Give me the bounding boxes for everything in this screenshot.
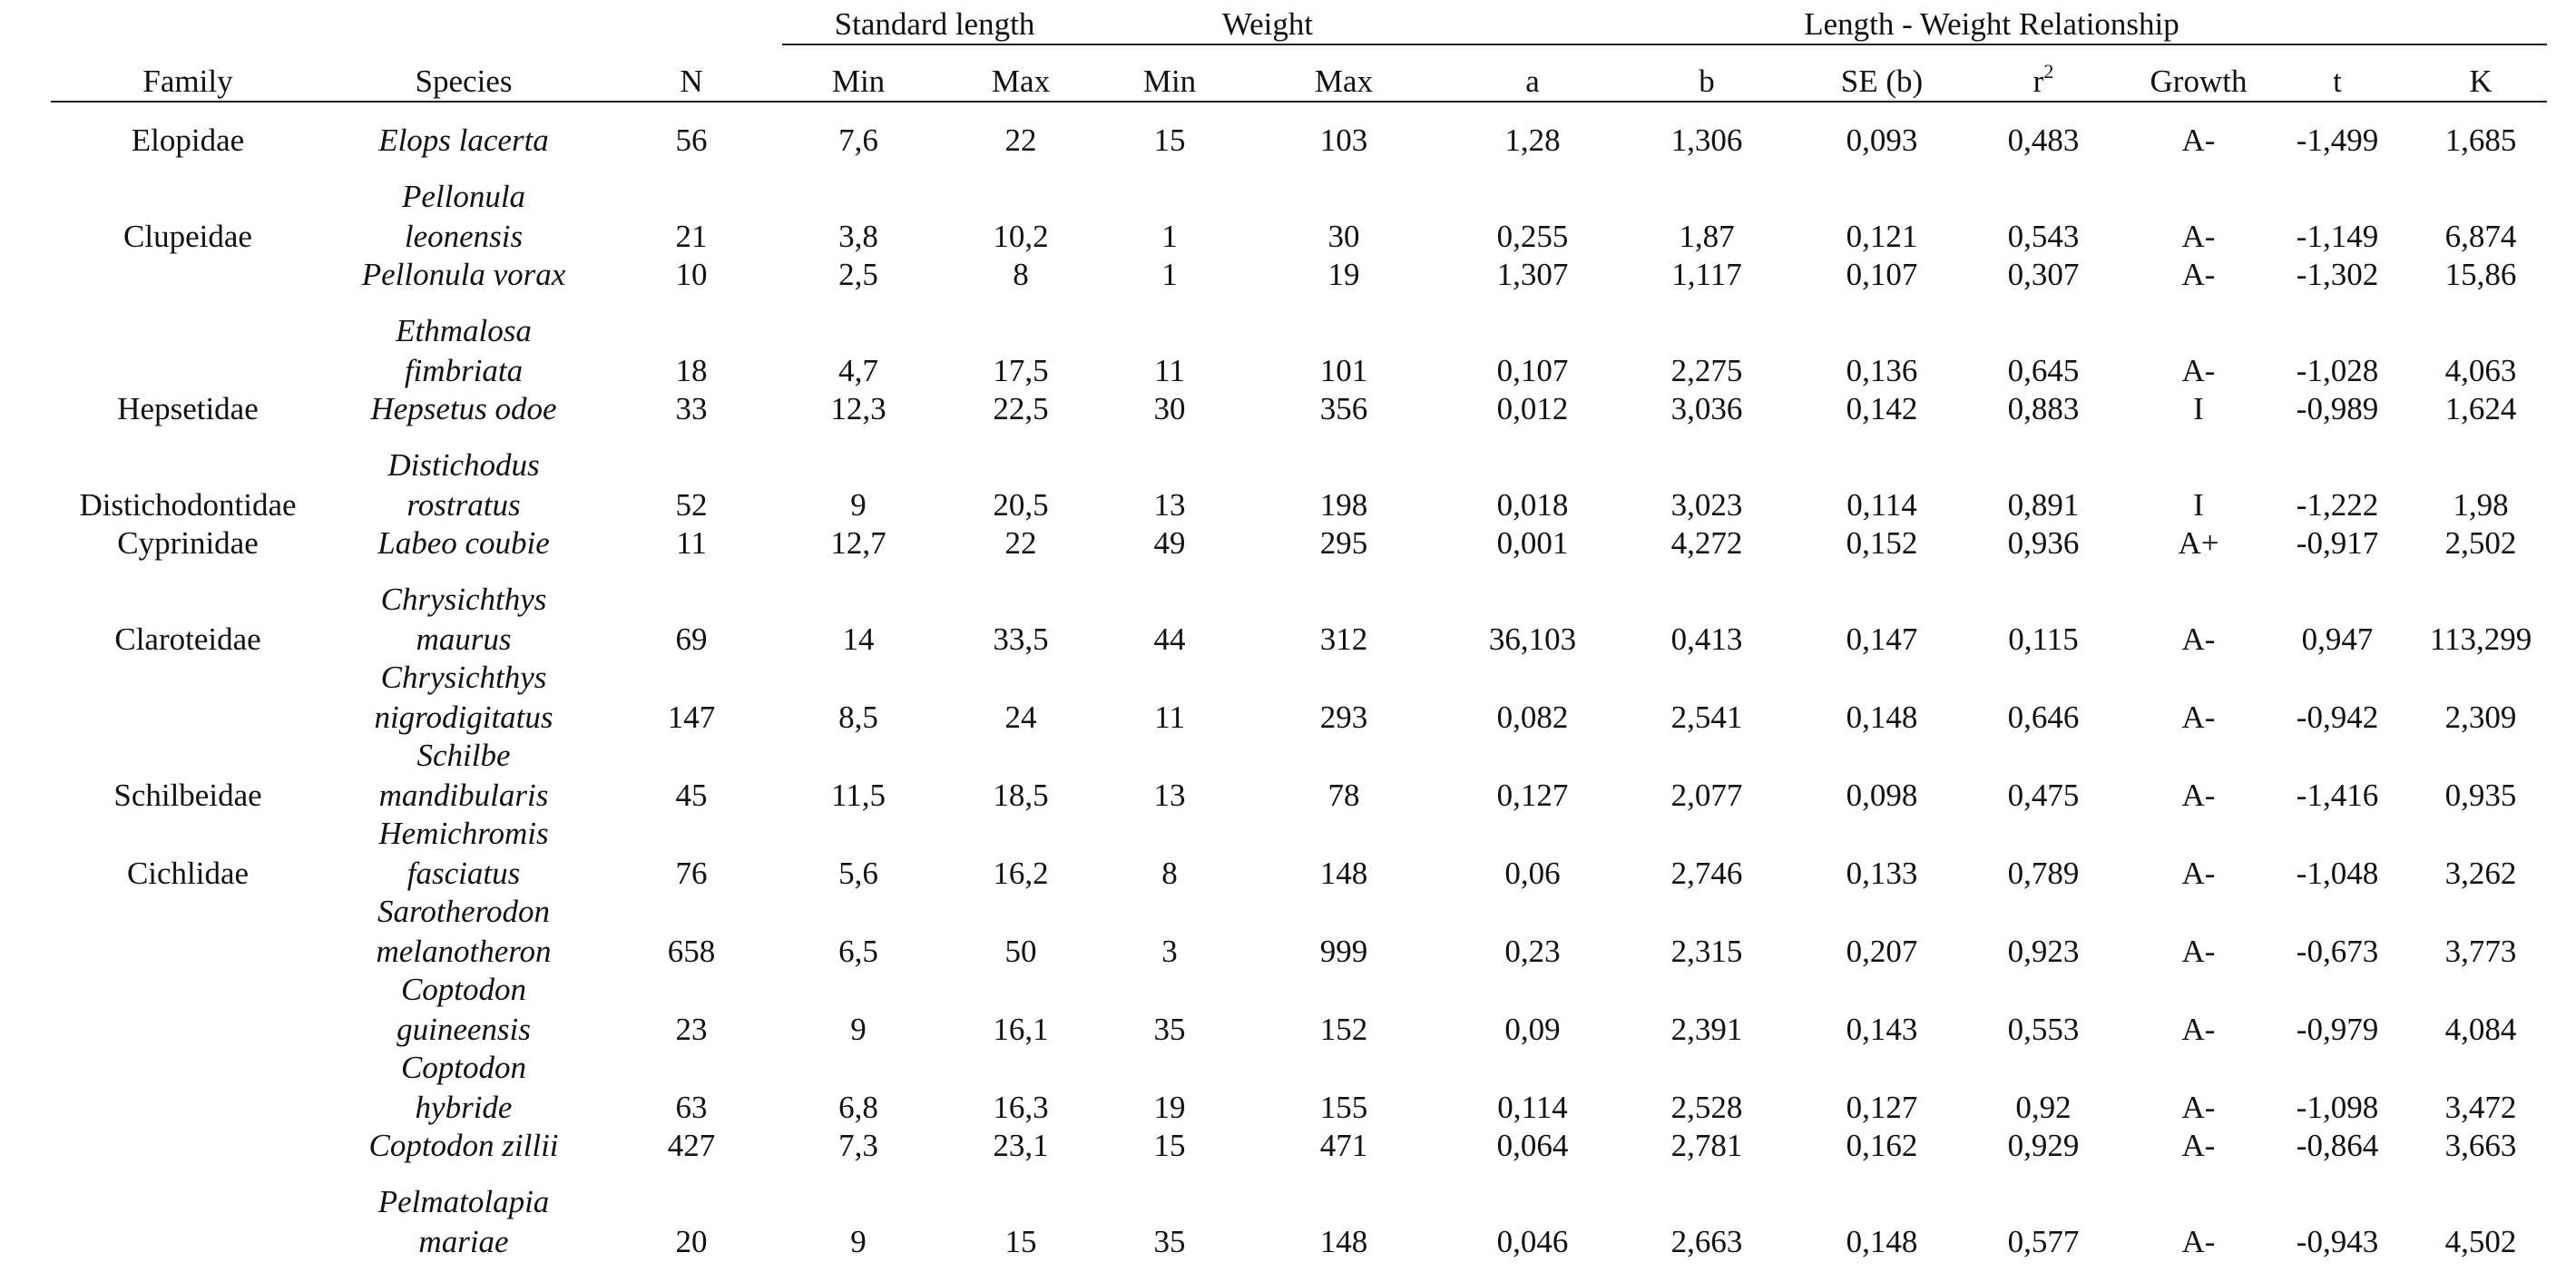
cell-sl-min: 12,3 — [830, 391, 886, 426]
cell-growth: A- — [2181, 1090, 2216, 1125]
cell-b: 2,528 — [1670, 1090, 1743, 1125]
cell-family: Hepsetidae — [117, 391, 259, 426]
col-header-sl-max: Max — [991, 64, 1051, 99]
cell-w-max: 19 — [1327, 257, 1360, 292]
cell-species: nigrodigitatus — [374, 700, 553, 735]
cell-species: Chrysichthys — [380, 660, 547, 695]
cell-species: maurus — [416, 621, 512, 657]
cell-k: 113,299 — [2429, 621, 2532, 657]
cell-species: Pelmatolapia — [377, 1184, 550, 1219]
col-header-se-b: SE (b) — [1840, 64, 1924, 99]
cell-k: 3,663 — [2444, 1128, 2517, 1163]
cell-a: 0,001 — [1496, 525, 1569, 561]
cell-w-max: 103 — [1319, 122, 1368, 158]
cell-se-b: 0,207 — [1846, 934, 1918, 969]
cell-w-max: 101 — [1319, 353, 1368, 388]
cell-t: -0,943 — [2296, 1224, 2379, 1259]
cell-r2: 0,553 — [2007, 1012, 2080, 1047]
cell-w-min: 44 — [1153, 621, 1186, 657]
cell-b: 1,306 — [1670, 122, 1743, 158]
cell-n: 33 — [675, 391, 708, 426]
cell-t: -1,302 — [2296, 257, 2379, 292]
cell-r2: 0,483 — [2007, 122, 2080, 158]
cell-w-max: 148 — [1319, 1224, 1368, 1259]
cell-r2: 0,891 — [2007, 487, 2080, 523]
cell-species: Elops lacerta — [378, 122, 549, 158]
cell-w-max: 471 — [1319, 1128, 1368, 1163]
cell-sl-min: 7,6 — [838, 122, 878, 158]
cell-w-min: 13 — [1153, 487, 1186, 523]
cell-n: 21 — [675, 219, 708, 254]
cell-b: 2,275 — [1670, 353, 1743, 388]
cell-species: Hepsetus odoe — [370, 391, 557, 426]
cell-sl-min: 11,5 — [831, 778, 886, 813]
cell-growth: I — [2193, 391, 2204, 426]
cell-n: 76 — [675, 856, 708, 891]
cell-n: 20 — [675, 1224, 708, 1259]
cell-w-min: 35 — [1153, 1224, 1186, 1259]
cell-family: Cyprinidae — [117, 525, 259, 561]
cell-a: 36,103 — [1488, 621, 1577, 657]
cell-a: 0,09 — [1504, 1012, 1561, 1047]
r2-superscript: 2 — [2043, 60, 2054, 83]
cell-sl-max: 22,5 — [993, 391, 1049, 426]
cell-species: fimbriata — [404, 353, 524, 388]
cell-r2: 0,92 — [2015, 1090, 2072, 1125]
cell-b: 2,391 — [1670, 1012, 1743, 1047]
cell-w-min: 30 — [1153, 391, 1186, 426]
col-header-k: K — [2469, 64, 2493, 99]
cell-b: 2,663 — [1670, 1224, 1743, 1259]
cell-species: rostratus — [406, 487, 521, 523]
cell-w-max: 30 — [1327, 219, 1360, 254]
cell-w-min: 19 — [1153, 1090, 1186, 1125]
cell-a: 0,082 — [1496, 700, 1569, 735]
cell-n: 52 — [675, 487, 708, 523]
cell-r2: 0,307 — [2007, 257, 2080, 292]
col-header-t: t — [2333, 64, 2342, 99]
cell-t: -1,028 — [2296, 353, 2379, 388]
cell-k: 3,472 — [2444, 1090, 2517, 1125]
cell-r2: 0,646 — [2007, 700, 2080, 735]
cell-w-max: 293 — [1319, 700, 1368, 735]
cell-w-min: 11 — [1154, 700, 1185, 735]
cell-n: 427 — [667, 1128, 716, 1163]
cell-se-b: 0,114 — [1846, 487, 1917, 523]
cell-k: 1,624 — [2444, 391, 2517, 426]
cell-sl-min: 9 — [850, 1224, 867, 1259]
cell-w-max: 999 — [1319, 934, 1368, 969]
cell-r2: 0,923 — [2007, 934, 2080, 969]
cell-n: 11 — [676, 525, 707, 561]
cell-a: 0,064 — [1496, 1128, 1569, 1163]
cell-r2: 0,936 — [2007, 525, 2080, 561]
col-header-sl-min: Min — [831, 64, 886, 99]
cell-a: 0,23 — [1504, 934, 1561, 969]
cell-sl-min: 12,7 — [830, 525, 886, 561]
cell-sl-max: 17,5 — [993, 353, 1049, 388]
cell-t: -1,098 — [2296, 1090, 2379, 1125]
cell-w-min: 49 — [1153, 525, 1186, 561]
group-header-weight: Weight — [1221, 6, 1314, 42]
cell-b: 2,746 — [1670, 856, 1743, 891]
cell-r2: 0,789 — [2007, 856, 2080, 891]
cell-w-min: 15 — [1153, 1128, 1186, 1163]
cell-n: 63 — [675, 1090, 708, 1125]
col-header-w-max: Max — [1314, 64, 1374, 99]
cell-w-min: 15 — [1153, 122, 1186, 158]
cell-sl-min: 6,8 — [838, 1090, 878, 1125]
cell-sl-max: 16,1 — [993, 1012, 1049, 1047]
cell-growth: A- — [2181, 122, 2216, 158]
cell-r2: 0,577 — [2007, 1224, 2080, 1259]
cell-se-b: 0,133 — [1846, 856, 1918, 891]
cell-species: Chrysichthys — [380, 582, 547, 617]
cell-sl-min: 5,6 — [838, 856, 878, 891]
cell-sl-min: 4,7 — [838, 353, 878, 388]
cell-r2: 0,645 — [2007, 353, 2080, 388]
cell-t: -1,416 — [2296, 778, 2379, 813]
cell-species: leonensis — [404, 219, 524, 254]
cell-a: 0,114 — [1497, 1090, 1568, 1125]
column-header-rule — [51, 101, 2547, 103]
cell-b: 2,781 — [1670, 1128, 1743, 1163]
cell-growth: I — [2193, 487, 2204, 523]
cell-w-min: 1 — [1161, 257, 1178, 292]
cell-species: Sarotherodon — [377, 894, 550, 929]
cell-a: 0,012 — [1496, 391, 1569, 426]
cell-t: -1,149 — [2296, 219, 2379, 254]
cell-sl-min: 9 — [850, 1012, 867, 1047]
cell-n: 45 — [675, 778, 708, 813]
cell-growth: A- — [2181, 1224, 2216, 1259]
cell-species: Ethmalosa — [396, 313, 532, 348]
cell-species: Pellonula — [401, 179, 526, 214]
cell-se-b: 0,143 — [1846, 1012, 1918, 1047]
cell-sl-min: 9 — [850, 487, 867, 523]
cell-k: 3,773 — [2444, 934, 2517, 969]
cell-n: 56 — [675, 122, 708, 158]
cell-growth: A- — [2181, 257, 2216, 292]
cell-sl-max: 18,5 — [993, 778, 1049, 813]
r2-base: r — [2032, 64, 2044, 99]
cell-w-max: 152 — [1319, 1012, 1368, 1047]
cell-sl-min: 14 — [842, 621, 875, 657]
cell-se-b: 0,152 — [1846, 525, 1918, 561]
cell-se-b: 0,147 — [1846, 621, 1918, 657]
cell-species: Coptodon zillii — [368, 1128, 559, 1163]
cell-species: mariae — [418, 1224, 509, 1259]
cell-w-max: 148 — [1319, 856, 1368, 891]
cell-sl-max: 10,2 — [993, 219, 1049, 254]
cell-n: 10 — [675, 257, 708, 292]
cell-k: 2,309 — [2444, 700, 2517, 735]
cell-se-b: 0,148 — [1846, 1224, 1918, 1259]
cell-species: guineensis — [397, 1012, 531, 1047]
cell-t: -1,499 — [2296, 122, 2379, 158]
cell-species: Coptodon — [400, 1050, 527, 1085]
cell-w-min: 1 — [1161, 219, 1178, 254]
cell-growth: A- — [2181, 1012, 2216, 1047]
cell-se-b: 0,107 — [1846, 257, 1918, 292]
cell-sl-min: 6,5 — [838, 934, 878, 969]
cell-family: Elopidae — [131, 122, 245, 158]
col-header-w-min: Min — [1142, 64, 1197, 99]
cell-b: 0,413 — [1670, 621, 1743, 657]
cell-sl-min: 2,5 — [838, 257, 878, 292]
cell-species: mandibularis — [378, 778, 549, 813]
cell-species: Coptodon — [400, 972, 527, 1007]
cell-w-min: 35 — [1153, 1012, 1186, 1047]
group-header-rule — [782, 44, 2547, 45]
col-header-b: b — [1699, 64, 1715, 99]
cell-sl-max: 22 — [1004, 525, 1037, 561]
col-header-species: Species — [415, 64, 513, 99]
cell-a: 0,06 — [1504, 856, 1561, 891]
cell-r2: 0,475 — [2007, 778, 2080, 813]
cell-t: -1,048 — [2296, 856, 2379, 891]
cell-a: 0,127 — [1496, 778, 1569, 813]
col-header-n: N — [680, 64, 703, 99]
col-header-a: a — [1525, 64, 1540, 99]
cell-t: -0,917 — [2296, 525, 2379, 561]
cell-n: 18 — [675, 353, 708, 388]
cell-w-max: 78 — [1327, 778, 1360, 813]
cell-a: 0,107 — [1496, 353, 1569, 388]
cell-k: 0,935 — [2444, 778, 2517, 813]
cell-species: fasciatus — [406, 856, 521, 891]
cell-se-b: 0,093 — [1846, 122, 1918, 158]
cell-species: hybride — [415, 1090, 513, 1125]
cell-k: 4,502 — [2444, 1224, 2517, 1259]
cell-k: 6,874 — [2444, 219, 2517, 254]
cell-n: 658 — [667, 934, 716, 969]
cell-k: 4,084 — [2444, 1012, 2517, 1047]
cell-sl-max: 8 — [1013, 257, 1029, 292]
cell-r2: 0,883 — [2007, 391, 2080, 426]
cell-w-max: 155 — [1319, 1090, 1368, 1125]
cell-b: 1,117 — [1671, 257, 1742, 292]
cell-w-min: 8 — [1161, 856, 1178, 891]
cell-k: 2,502 — [2444, 525, 2517, 561]
cell-family: Schilbeidae — [113, 778, 262, 813]
cell-sl-max: 33,5 — [993, 621, 1049, 657]
cell-sl-min: 3,8 — [838, 219, 878, 254]
cell-w-max: 295 — [1319, 525, 1368, 561]
col-header-family: Family — [142, 64, 233, 99]
cell-t: -0,673 — [2296, 934, 2379, 969]
cell-b: 3,036 — [1670, 391, 1743, 426]
cell-n: 69 — [675, 621, 708, 657]
cell-k: 1,98 — [2453, 487, 2509, 523]
cell-sl-max: 23,1 — [993, 1128, 1049, 1163]
cell-t: -0,979 — [2296, 1012, 2379, 1047]
cell-growth: A- — [2181, 353, 2216, 388]
cell-family: Distichodontidae — [79, 487, 297, 523]
group-header-standard-length: Standard length — [834, 6, 1035, 42]
cell-a: 0,255 — [1496, 219, 1569, 254]
cell-b: 1,87 — [1679, 219, 1735, 254]
cell-growth: A- — [2181, 1128, 2216, 1163]
cell-se-b: 0,127 — [1846, 1090, 1918, 1125]
cell-species: Hemichromis — [378, 816, 549, 851]
cell-b: 4,272 — [1670, 525, 1743, 561]
cell-w-min: 3 — [1161, 934, 1178, 969]
cell-species: Schilbe — [416, 738, 511, 773]
cell-se-b: 0,148 — [1846, 700, 1918, 735]
cell-sl-max: 16,2 — [993, 856, 1049, 891]
group-header-lwr: Length - Weight Relationship — [1804, 6, 2179, 42]
cell-growth: A- — [2181, 621, 2216, 657]
cell-n: 147 — [667, 700, 716, 735]
cell-growth: A+ — [2178, 525, 2219, 561]
cell-sl-max: 22 — [1004, 122, 1037, 158]
cell-a: 0,018 — [1496, 487, 1569, 523]
cell-w-min: 11 — [1154, 353, 1185, 388]
cell-se-b: 0,142 — [1846, 391, 1918, 426]
cell-se-b: 0,136 — [1846, 353, 1918, 388]
cell-w-max: 356 — [1319, 391, 1368, 426]
cell-r2: 0,929 — [2007, 1128, 2080, 1163]
cell-sl-max: 24 — [1004, 700, 1037, 735]
cell-se-b: 0,162 — [1846, 1128, 1918, 1163]
cell-sl-max: 20,5 — [993, 487, 1049, 523]
cell-sl-max: 15 — [1004, 1224, 1037, 1259]
cell-se-b: 0,121 — [1846, 219, 1918, 254]
col-header-growth: Growth — [2150, 64, 2248, 99]
cell-family: Cichlidae — [126, 856, 250, 891]
cell-t: 0,947 — [2301, 621, 2374, 657]
cell-growth: A- — [2181, 219, 2216, 254]
cell-species: Distichodus — [387, 447, 540, 483]
cell-b: 3,023 — [1670, 487, 1743, 523]
cell-r2: 0,543 — [2007, 219, 2080, 254]
cell-a: 0,046 — [1496, 1224, 1569, 1259]
cell-b: 2,077 — [1670, 778, 1743, 813]
cell-growth: A- — [2181, 856, 2216, 891]
cell-k: 1,685 — [2444, 122, 2517, 158]
cell-family: Clupeidae — [123, 219, 252, 254]
cell-species: Pellonula vorax — [361, 257, 566, 292]
cell-t: -0,989 — [2296, 391, 2379, 426]
cell-se-b: 0,098 — [1846, 778, 1918, 813]
cell-a: 1,307 — [1496, 257, 1569, 292]
cell-k: 4,063 — [2444, 353, 2517, 388]
cell-w-max: 312 — [1319, 621, 1368, 657]
cell-b: 2,541 — [1670, 700, 1743, 735]
cell-species: melanotheron — [376, 934, 552, 969]
cell-growth: A- — [2181, 934, 2216, 969]
cell-growth: A- — [2181, 778, 2216, 813]
cell-family: Claroteidae — [114, 621, 261, 657]
cell-n: 23 — [675, 1012, 708, 1047]
cell-r2: 0,115 — [2008, 621, 2079, 657]
cell-k: 15,86 — [2444, 257, 2517, 292]
cell-sl-max: 16,3 — [993, 1090, 1049, 1125]
cell-t: -0,942 — [2296, 700, 2379, 735]
cell-a: 1,28 — [1504, 122, 1561, 158]
cell-sl-min: 7,3 — [838, 1128, 878, 1163]
cell-sl-max: 50 — [1004, 934, 1037, 969]
cell-t: -0,864 — [2296, 1128, 2379, 1163]
cell-b: 2,315 — [1670, 934, 1743, 969]
cell-w-max: 198 — [1319, 487, 1368, 523]
cell-w-min: 13 — [1153, 778, 1186, 813]
cell-t: -1,222 — [2296, 487, 2379, 523]
cell-sl-min: 8,5 — [838, 700, 878, 735]
col-header-r2 — [2033, 62, 2054, 102]
cell-growth: A- — [2181, 700, 2216, 735]
cell-species: Labeo coubie — [377, 525, 550, 561]
cell-k: 3,262 — [2444, 856, 2517, 891]
